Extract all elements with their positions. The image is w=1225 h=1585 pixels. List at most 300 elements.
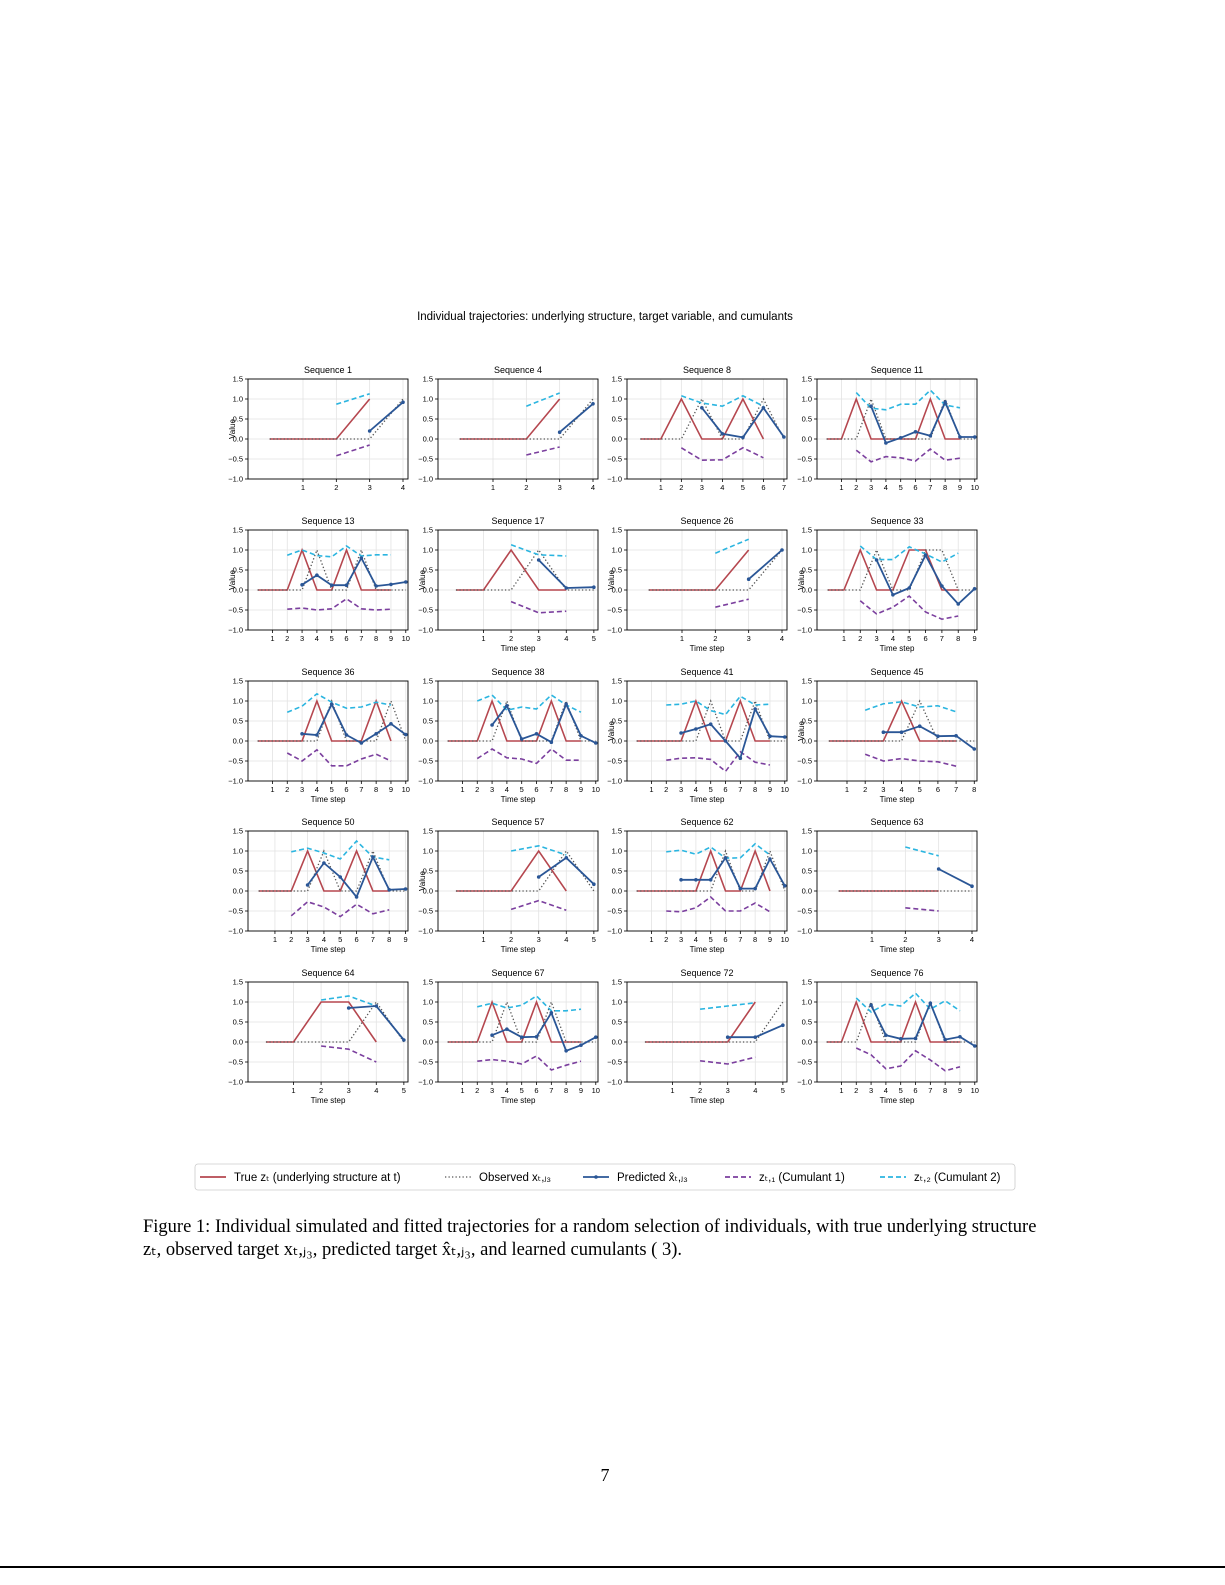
y-tick-label: 1.0 [422, 696, 433, 706]
x-tick-label: 5 [519, 1086, 524, 1095]
x-tick-label: 6 [354, 935, 359, 944]
predicted-point [918, 724, 922, 728]
x-tick-label: 8 [972, 785, 977, 794]
predicted-point [943, 1038, 947, 1042]
y-tick-label: 1.5 [611, 676, 622, 686]
series-cumulant-1 [856, 1048, 960, 1071]
y-tick-label: −0.5 [228, 605, 243, 615]
y-tick-label: 1.0 [232, 545, 243, 555]
x-tick-label: 1 [841, 634, 847, 643]
y-tick-label: 1.0 [232, 394, 243, 404]
predicted-point [884, 1033, 888, 1037]
subplot-sequence-38 [418, 667, 600, 804]
axes-frame [248, 379, 408, 479]
x-tick-label: 3 [746, 634, 751, 643]
subplot-sequence-1 [228, 365, 408, 492]
x-tick-label: 7 [549, 1086, 554, 1095]
predicted-point [780, 548, 784, 552]
x-axis-label: Time step [879, 644, 915, 653]
y-tick-label: 0.0 [801, 1037, 812, 1047]
x-tick-label: 3 [536, 935, 541, 944]
subplot-sequence-64 [228, 968, 408, 1105]
predicted-point [783, 735, 787, 739]
predicted-point [579, 1043, 583, 1047]
predicted-point [891, 593, 895, 597]
predicted-point [679, 731, 683, 735]
subplot-title: Sequence 45 [870, 667, 924, 677]
y-tick-label: −1.0 [418, 926, 433, 936]
y-tick-label: 0.5 [801, 414, 812, 424]
y-tick-label: −1.0 [418, 1077, 433, 1087]
caption-line-1: Figure 1: Individual simulated and fitted trajectories for a random selection of individuals, with true underlying structure [143, 1217, 1037, 1237]
x-tick-label: 1 [460, 1086, 465, 1095]
y-tick-label: 0.0 [801, 434, 812, 444]
series-predicted-x [302, 558, 406, 586]
y-tick-label: −1.0 [797, 926, 812, 936]
y-tick-label: 0.5 [611, 866, 622, 876]
predicted-point [520, 737, 524, 741]
x-tick-label: 8 [374, 785, 379, 794]
predicted-point [315, 573, 319, 577]
x-tick-label: 2 [285, 785, 290, 794]
axes-frame [817, 379, 977, 479]
predicted-point [401, 400, 405, 404]
x-axis-label: Time step [879, 945, 915, 954]
subplot-sequence-76 [797, 968, 979, 1105]
y-tick-label: 1.5 [232, 676, 243, 686]
x-tick-label: 3 [678, 785, 684, 794]
x-tick-label: 7 [738, 935, 743, 944]
predicted-point [306, 883, 310, 887]
y-tick-label: 1.5 [801, 525, 812, 535]
page-number: 7 [600, 1465, 610, 1485]
y-tick-label: 0.0 [422, 585, 433, 595]
x-tick-label: 3 [881, 785, 886, 794]
legend-label-observed: Observed xₜ,ⱼ₃ [479, 1172, 552, 1184]
y-tick-label: 1.5 [422, 525, 433, 535]
y-tick-label: 1.0 [611, 696, 622, 706]
x-tick-label: 2 [863, 785, 868, 794]
series-cumulant-2 [865, 702, 956, 712]
x-tick-label: 8 [753, 935, 758, 944]
x-tick-label: 4 [504, 785, 509, 794]
x-tick-label: 8 [374, 634, 379, 643]
x-tick-label: 9 [767, 785, 773, 794]
predicted-point [709, 722, 713, 726]
y-tick-label: 1.5 [801, 826, 812, 836]
x-tick-label: 5 [338, 935, 343, 944]
series-cumulant-1 [666, 897, 770, 912]
y-axis-label: Value [607, 570, 616, 590]
subplot-title: Sequence 50 [301, 817, 355, 827]
x-tick-label: 2 [664, 785, 669, 794]
y-tick-label: 0.5 [422, 716, 433, 726]
predicted-point [404, 733, 408, 737]
y-tick-label: 1.0 [611, 545, 622, 555]
predicted-point [958, 1035, 962, 1039]
subplot-title: Sequence 72 [680, 968, 734, 978]
predicted-point [694, 878, 698, 882]
x-tick-label: 4 [321, 935, 327, 944]
subplot-title: Sequence 38 [491, 667, 545, 677]
subplot-sequence-67 [418, 968, 600, 1105]
x-tick-label: 2 [713, 634, 718, 643]
predicted-point [389, 722, 393, 726]
y-axis-label: Value [797, 570, 806, 590]
predicted-point [360, 741, 364, 745]
x-tick-label: 10 [780, 935, 789, 944]
predicted-point [490, 723, 494, 727]
page-bottom-rule [0, 1566, 1225, 1568]
series-cumulant-2 [856, 993, 960, 1012]
predicted-point [537, 558, 541, 562]
x-tick-label: 3 [699, 483, 704, 492]
x-tick-label: 7 [359, 785, 364, 794]
series-predicted-x [871, 1003, 975, 1046]
y-axis-label: Value [228, 570, 237, 590]
predicted-point [973, 587, 977, 591]
x-tick-label: 4 [504, 1086, 509, 1095]
subplot-title: Sequence 13 [301, 516, 355, 526]
y-tick-label: 0.0 [611, 886, 622, 896]
x-tick-label: 3 [536, 634, 541, 643]
predicted-point [550, 1011, 554, 1015]
predicted-point [368, 429, 372, 433]
subplot-sequence-57 [418, 817, 598, 954]
y-tick-label: 0.0 [422, 736, 433, 746]
y-tick-label: 0.5 [611, 414, 622, 424]
subplot-title: Sequence 36 [301, 667, 355, 677]
x-tick-label: 1 [270, 785, 275, 794]
y-tick-label: −0.5 [797, 1057, 812, 1067]
predicted-point [882, 730, 886, 734]
x-tick-label: 5 [917, 785, 922, 794]
x-tick-label: 4 [779, 634, 785, 643]
series-cumulant-2 [905, 847, 938, 856]
x-tick-label: 9 [403, 935, 408, 944]
predicted-point [355, 895, 359, 899]
x-tick-label: 1 [839, 483, 844, 492]
x-tick-label: 4 [890, 634, 896, 643]
y-tick-label: −1.0 [607, 474, 622, 484]
predicted-point [322, 861, 326, 865]
subplot-title: Sequence 8 [682, 365, 732, 375]
series-predicted-x [939, 869, 972, 886]
series-predicted-x [883, 726, 974, 749]
x-tick-label: 2 [698, 1086, 703, 1095]
predicted-point [300, 732, 304, 736]
y-tick-label: −0.5 [228, 454, 243, 464]
y-tick-label: −1.0 [228, 926, 243, 936]
x-tick-label: 3 [868, 1086, 874, 1095]
x-tick-label: 4 [969, 935, 975, 944]
x-tick-label: 1 [844, 785, 850, 794]
x-tick-label: 3 [874, 634, 879, 643]
y-tick-label: −0.5 [797, 906, 812, 916]
y-tick-label: 1.5 [801, 374, 812, 384]
y-tick-label: 0.0 [611, 434, 622, 444]
axes-frame [627, 379, 787, 479]
x-tick-label: 2 [854, 483, 859, 492]
predicted-point [371, 855, 375, 859]
y-tick-label: −1.0 [607, 776, 622, 786]
predicted-point [579, 734, 583, 738]
y-tick-label: 1.5 [232, 525, 243, 535]
x-tick-label: 4 [883, 1086, 888, 1095]
x-tick-label: 5 [329, 785, 334, 794]
x-tick-label: 9 [388, 634, 394, 643]
legend [195, 1164, 1015, 1190]
predicted-point [753, 887, 757, 891]
predicted-point [970, 884, 974, 888]
predicted-point [564, 1049, 568, 1053]
predicted-point [330, 583, 334, 587]
predicted-point [747, 577, 751, 581]
y-tick-label: 1.0 [801, 997, 812, 1007]
predicted-point [914, 1037, 918, 1041]
x-tick-label: 2 [509, 634, 514, 643]
x-tick-label: 1 [649, 935, 654, 944]
x-tick-label: 7 [954, 785, 959, 794]
subplot-title: Sequence 41 [680, 667, 734, 677]
y-tick-label: 1.0 [422, 394, 433, 404]
predicted-point [404, 580, 408, 584]
x-tick-label: 6 [344, 785, 349, 794]
series-cumulant-1 [666, 752, 770, 772]
y-tick-label: 0.0 [232, 886, 243, 896]
x-tick-label: 2 [903, 935, 908, 944]
y-tick-label: −1.0 [607, 1077, 622, 1087]
x-tick-label: 9 [972, 634, 977, 643]
y-tick-label: −1.0 [797, 1077, 812, 1087]
y-tick-label: 0.0 [232, 585, 243, 595]
y-tick-label: −1.0 [418, 625, 433, 635]
y-tick-label: 1.5 [611, 826, 622, 836]
y-tick-label: 0.0 [611, 736, 622, 746]
x-tick-label: 3 [489, 785, 495, 794]
x-tick-label: 4 [693, 785, 698, 794]
y-axis-label: Value [418, 871, 427, 891]
subplot-title: Sequence 4 [493, 365, 543, 375]
predicted-point [943, 400, 947, 404]
predicted-point [374, 732, 378, 736]
x-tick-label: 4 [314, 634, 319, 643]
y-tick-label: 1.5 [422, 676, 433, 686]
x-axis-label: Time step [879, 795, 915, 804]
predicted-point [907, 586, 911, 590]
axes-frame [438, 379, 598, 479]
predicted-point [956, 602, 960, 606]
x-tick-label: 5 [708, 935, 713, 944]
subplot-title: Sequence 76 [870, 968, 924, 978]
series-cumulant-1 [477, 1056, 581, 1070]
y-tick-label: 1.5 [232, 977, 243, 987]
y-tick-label: 0.0 [422, 1037, 433, 1047]
x-tick-label: 6 [913, 1086, 918, 1095]
x-tick-label: 3 [725, 1086, 730, 1095]
y-tick-label: 0.0 [801, 585, 812, 595]
y-tick-label: −0.5 [228, 756, 243, 766]
predicted-point [739, 756, 743, 760]
x-axis-label: Time step [310, 1096, 346, 1105]
x-tick-label: 5 [519, 785, 524, 794]
y-tick-label: −0.5 [228, 906, 243, 916]
x-tick-label: 5 [907, 634, 912, 643]
y-tick-label: 0.5 [232, 565, 243, 575]
x-tick-label: 3 [557, 483, 562, 492]
x-tick-label: 3 [936, 935, 941, 944]
x-tick-label: 2 [289, 935, 294, 944]
x-tick-label: 8 [943, 483, 948, 492]
x-tick-label: 7 [359, 634, 364, 643]
subplot-title: Sequence 57 [491, 817, 545, 827]
x-tick-label: 9 [957, 483, 963, 492]
y-tick-label: 1.0 [611, 997, 622, 1007]
x-tick-label: 5 [708, 785, 713, 794]
predicted-point [564, 586, 568, 590]
y-tick-label: 0.0 [611, 585, 622, 595]
predicted-point [762, 406, 766, 410]
series-predicted-x [681, 858, 785, 889]
y-tick-label: −0.5 [418, 605, 433, 615]
x-axis-label: Time step [689, 945, 725, 954]
x-tick-label: 6 [534, 1086, 539, 1095]
y-tick-label: −0.5 [607, 605, 622, 615]
predicted-point [914, 430, 918, 434]
predicted-point [338, 875, 342, 879]
legend-label-true: True zₜ (underlying structure at t) [234, 1172, 401, 1184]
predicted-point [315, 733, 319, 737]
predicted-point [929, 1001, 933, 1005]
y-tick-label: 1.0 [232, 696, 243, 706]
predicted-point [973, 1044, 977, 1048]
predicted-point [724, 739, 728, 743]
y-tick-label: 0.5 [232, 716, 243, 726]
x-tick-label: 8 [943, 1086, 948, 1095]
y-tick-label: −0.5 [418, 454, 433, 464]
y-tick-label: −1.0 [228, 1077, 243, 1087]
predicted-point [387, 888, 391, 892]
x-tick-label: 8 [956, 634, 961, 643]
predicted-point [739, 887, 743, 891]
predicted-point [505, 1027, 509, 1031]
predicted-point [753, 1035, 757, 1039]
series-cumulant-1 [715, 599, 748, 607]
x-tick-label: 2 [334, 483, 339, 492]
y-axis-label: Value [607, 721, 616, 741]
y-tick-label: 0.5 [232, 1017, 243, 1027]
predicted-point [535, 1035, 539, 1039]
x-tick-label: 7 [928, 483, 933, 492]
y-tick-label: 1.5 [422, 374, 433, 384]
predicted-point [924, 553, 928, 557]
subplot-sequence-50 [228, 817, 408, 954]
predicted-point [520, 1035, 524, 1039]
predicted-point [709, 878, 713, 882]
y-tick-label: 1.0 [611, 846, 622, 856]
x-tick-label: 1 [490, 483, 496, 492]
axes-frame [817, 831, 977, 931]
x-tick-label: 5 [898, 483, 903, 492]
subplot-sequence-4 [418, 365, 598, 492]
y-tick-label: 0.0 [232, 1037, 243, 1047]
series-cumulant-2 [477, 996, 581, 1011]
x-tick-label: 9 [767, 935, 773, 944]
x-tick-label: 10 [780, 785, 789, 794]
subplot-title: Sequence 63 [870, 817, 924, 827]
predicted-point [564, 856, 568, 860]
x-tick-label: 3 [346, 1086, 351, 1095]
axes-frame [248, 982, 408, 1082]
x-tick-label: 4 [720, 483, 725, 492]
y-tick-label: 1.0 [422, 846, 433, 856]
x-tick-label: 7 [939, 634, 944, 643]
axes-frame [627, 530, 787, 630]
x-tick-label: 8 [753, 785, 758, 794]
figure-caption [143, 1216, 1083, 1262]
predicted-point [954, 734, 958, 738]
y-tick-label: −1.0 [418, 474, 433, 484]
x-tick-label: 1 [649, 785, 654, 794]
x-tick-label: 6 [344, 634, 349, 643]
subplot-title: Sequence 33 [870, 516, 924, 526]
x-axis-label: Time step [879, 1096, 915, 1105]
y-tick-label: 1.0 [232, 997, 243, 1007]
x-tick-label: 3 [299, 785, 305, 794]
predicted-point [900, 730, 904, 734]
y-tick-label: 1.0 [611, 394, 622, 404]
predicted-point [679, 878, 683, 882]
x-tick-label: 4 [899, 785, 904, 794]
y-tick-label: 1.0 [801, 846, 812, 856]
x-tick-label: 2 [679, 483, 684, 492]
y-tick-label: 1.5 [801, 676, 812, 686]
x-tick-label: 6 [723, 935, 728, 944]
y-tick-label: 1.0 [422, 545, 433, 555]
predicted-point [721, 432, 725, 436]
x-axis-label: Time step [689, 795, 725, 804]
predicted-point [726, 1035, 730, 1039]
x-axis-label: Time step [500, 644, 536, 653]
x-tick-label: 5 [329, 634, 334, 643]
series-cumulant-2 [715, 539, 748, 553]
x-tick-label: 1 [670, 1086, 675, 1095]
x-tick-label: 1 [658, 483, 663, 492]
y-axis-label: Value [797, 721, 806, 741]
x-tick-label: 10 [970, 1086, 979, 1095]
x-tick-label: 6 [761, 483, 766, 492]
series-cumulant-1 [865, 754, 956, 766]
predicted-point [869, 404, 873, 408]
series-cumulant-1 [287, 599, 391, 610]
x-tick-label: 2 [524, 483, 529, 492]
y-tick-label: 1.0 [232, 846, 243, 856]
x-tick-label: 1 [679, 634, 685, 643]
y-tick-label: 0.5 [611, 565, 622, 575]
x-tick-label: 1 [869, 935, 875, 944]
x-tick-label: 1 [270, 634, 275, 643]
x-tick-label: 9 [578, 785, 584, 794]
x-tick-label: 1 [272, 935, 278, 944]
subplot-title: Sequence 11 [870, 365, 924, 375]
x-tick-label: 8 [387, 935, 392, 944]
x-tick-label: 3 [305, 935, 310, 944]
y-tick-label: −1.0 [228, 625, 243, 635]
subplot-sequence-36 [228, 667, 410, 804]
x-tick-label: 8 [564, 1086, 569, 1095]
series-cumulant-2 [287, 694, 391, 712]
y-tick-label: −0.5 [418, 906, 433, 916]
